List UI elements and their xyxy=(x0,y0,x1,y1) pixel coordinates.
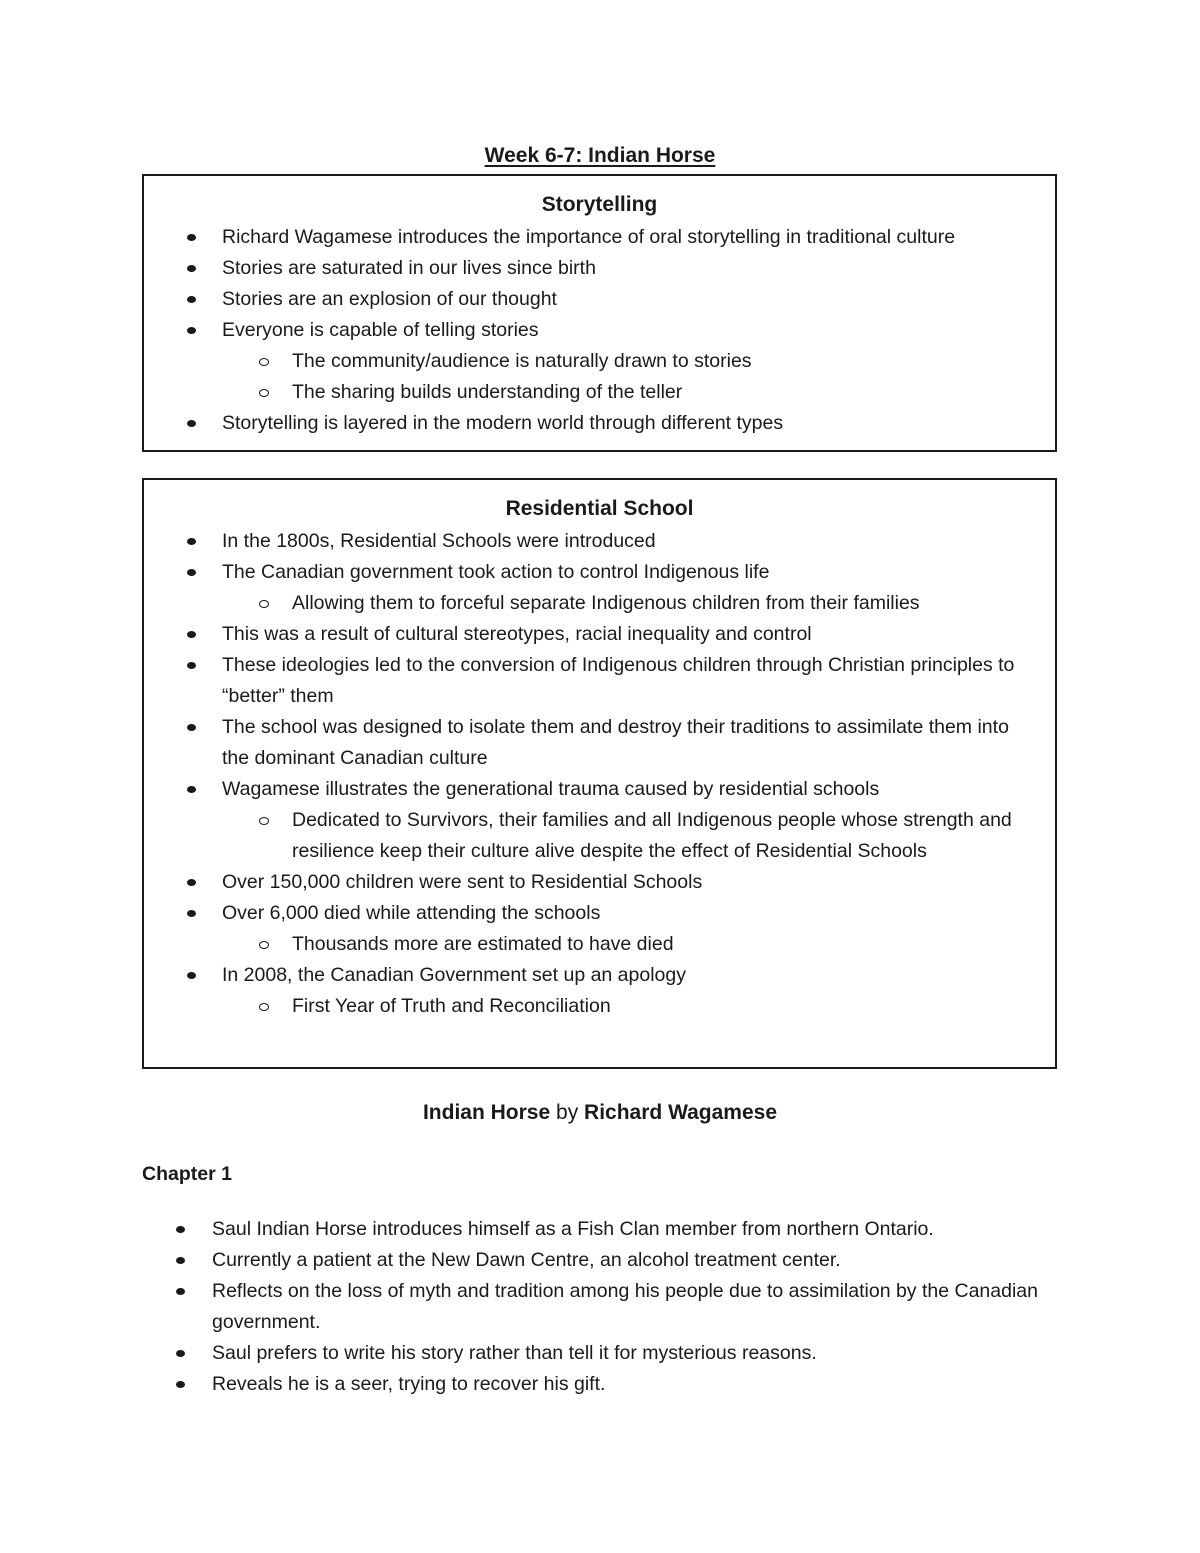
list-item: These ideologies led to the conversion of Indigenous children through Christian principles to “better” them xyxy=(144,650,1055,712)
storytelling-heading: Storytelling xyxy=(541,193,658,216)
residential-school-box xyxy=(142,478,1057,1069)
list-item: Storytelling is layered in the modern world through different types xyxy=(144,408,1055,439)
list-item: Everyone is capable of telling stories xyxy=(144,315,1055,346)
list-item: Stories are saturated in our lives since birth xyxy=(144,253,1055,284)
list-item: Richard Wagamese introduces the importance of oral storytelling in traditional culture xyxy=(144,222,1055,253)
book-title-line xyxy=(0,1098,1200,1128)
book-by: by xyxy=(556,1101,579,1124)
list-item: The school was designed to isolate them and destroy their traditions to assimilate them into the dominant Canadian culture xyxy=(144,712,1055,774)
list-item: Currently a patient at the New Dawn Centre, an alcohol treatment center. xyxy=(142,1245,1057,1276)
list-item: Saul Indian Horse introduces himself as a Fish Clan member from northern Ontario. xyxy=(142,1214,1057,1245)
storytelling-box xyxy=(142,174,1057,452)
list-item: Reflects on the loss of myth and tradition among his people due to assimilation by the Canadian government. xyxy=(142,1276,1057,1338)
residential-school-heading: Residential School xyxy=(505,497,694,520)
list-item: Over 6,000 died while attending the schools xyxy=(144,898,1055,929)
chapter-1-list xyxy=(142,1214,1057,1400)
sub-list-item: First Year of Truth and Reconciliation xyxy=(144,991,1055,1022)
list-item: Saul prefers to write his story rather than tell it for mysterious reasons. xyxy=(142,1338,1057,1369)
sub-list-item: Thousands more are estimated to have died xyxy=(144,929,1055,960)
book-title: Indian Horse xyxy=(422,1101,551,1124)
list-item: In the 1800s, Residential Schools were introduced xyxy=(144,526,1055,557)
chapter-heading: Chapter 1 xyxy=(142,1163,232,1185)
list-item: Over 150,000 children were sent to Residential Schools xyxy=(144,867,1055,898)
residential-school-list xyxy=(144,526,1055,1022)
list-item: Reveals he is a seer, trying to recover his gift. xyxy=(142,1369,1057,1400)
sub-list-item: The sharing builds understanding of the teller xyxy=(144,377,1055,408)
sub-list-item: The community/audience is naturally drawn to stories xyxy=(144,346,1055,377)
list-item: This was a result of cultural stereotypes, racial inequality and control xyxy=(144,619,1055,650)
list-item: The Canadian government took action to control Indigenous life xyxy=(144,557,1055,588)
book-author: Richard Wagamese xyxy=(584,1101,778,1124)
list-item: In 2008, the Canadian Government set up an apology xyxy=(144,960,1055,991)
sub-list-item: Dedicated to Survivors, their families and all Indigenous people whose strength and resilience keep their culture alive despite the effect of Residential Schools xyxy=(144,805,1055,867)
list-item: Stories are an explosion of our thought xyxy=(144,284,1055,315)
sub-list-item: Allowing them to forceful separate Indigenous children from their families xyxy=(144,588,1055,619)
page-title: Week 6-7: Indian Horse xyxy=(484,144,716,167)
storytelling-list xyxy=(144,222,1055,439)
list-item: Wagamese illustrates the generational trauma caused by residential schools xyxy=(144,774,1055,805)
